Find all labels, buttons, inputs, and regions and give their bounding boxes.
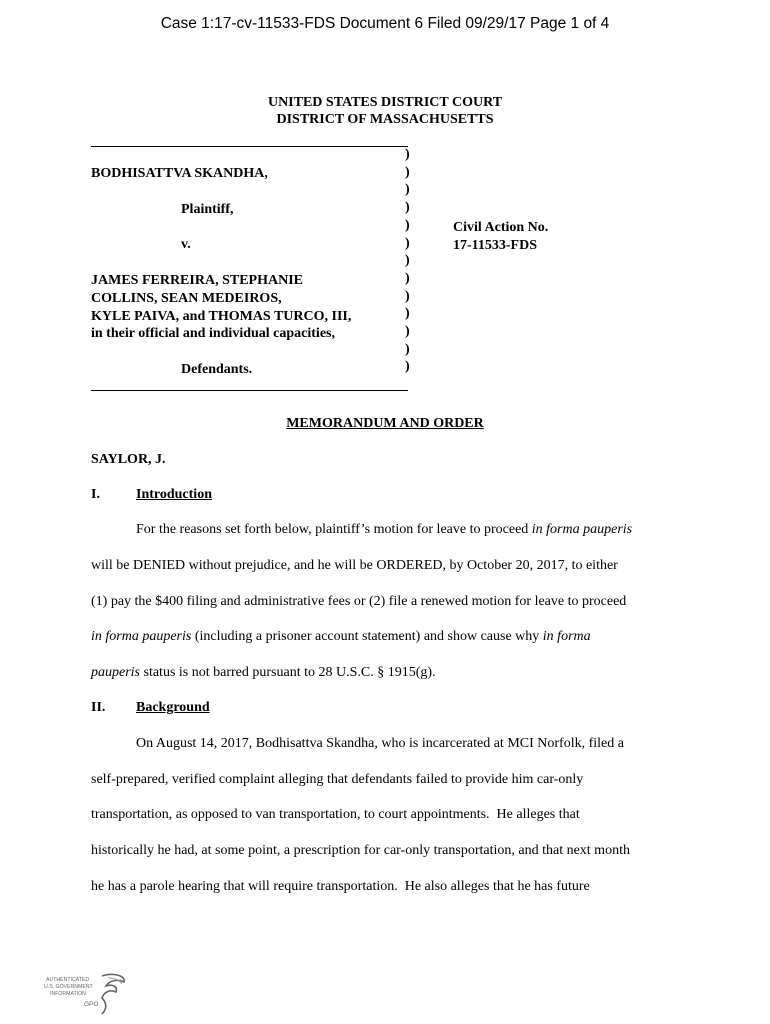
- paragraph-line: historically he had, at some point, a prescription for car-only transportation, and that next month: [91, 843, 630, 858]
- plaintiff-role: Plaintiff,: [181, 202, 234, 217]
- paragraph-line: will be DENIED without prejudice, and he will be ORDERED, by October 20, 2017, to either: [91, 558, 618, 573]
- case-number: 17-11533-FDS: [453, 237, 537, 253]
- seal-text: U.S. GOVERNMENT: [44, 984, 93, 990]
- defendants-block: [91, 272, 351, 343]
- section-number: I.: [91, 487, 100, 502]
- paragraph-line: in forma pauperis (including a prisoner account statement) and show cause why in forma: [91, 629, 591, 644]
- caption-bottom-rule: [91, 390, 408, 391]
- plaintiff-name: BODHISATTVA SKANDHA,: [91, 166, 268, 181]
- section-heading: Background: [136, 700, 210, 715]
- seal-text: INFORMATION: [50, 991, 86, 997]
- gpo-eagle-icon: [44, 972, 130, 1016]
- court-line-1: UNITED STATES DISTRICT COURT: [267, 95, 503, 110]
- court-name: [0, 94, 770, 128]
- paren-column: ) ) ) ) ) ) ) ) ) ) ) ) ): [405, 147, 410, 375]
- paragraph-line: pauperis status is not barred pursuant to 28 U.S.C. § 1915(g).: [91, 665, 436, 680]
- seal-text: AUTHENTICATED: [46, 977, 90, 983]
- seal-text: GPO: [84, 1001, 99, 1008]
- paragraph-line: self-prepared, verified complaint alleging that defendants failed to provide him car-only: [91, 772, 584, 787]
- civil-action-block: [453, 219, 548, 255]
- court-line-2: DISTRICT OF MASSACHUSETTS: [276, 112, 494, 127]
- section-number: II.: [91, 700, 106, 715]
- judge-name: SAYLOR, J.: [91, 452, 166, 467]
- caption-top-rule: [91, 146, 408, 147]
- civil-action-label: Civil Action No.: [453, 220, 549, 235]
- section-heading: Introduction: [136, 487, 212, 502]
- defendants-line: COLLINS, SEAN MEDEIROS,: [91, 290, 282, 306]
- defendants-role: Defendants.: [181, 362, 253, 377]
- paragraph-line: On August 14, 2017, Bodhisattva Skandha, who is incarcerated at MCI Norfolk, filed a: [136, 736, 624, 751]
- caption-parentheses: [405, 146, 410, 376]
- gpo-authentication-seal: [44, 972, 130, 1016]
- versus: v.: [181, 237, 191, 252]
- case-header: Case 1:17-cv-11533-FDS Document 6 Filed 09/29/17 Page 1 of 4: [160, 15, 610, 32]
- defendants-line: KYLE PAIVA, and THOMAS TURCO, III,: [91, 308, 352, 324]
- defendants-line: in their official and individual capacities,: [91, 326, 335, 342]
- paragraph-line: he has a parole hearing that will require transportation. He also alleges that he has future: [91, 879, 590, 894]
- defendants-line: JAMES FERREIRA, STEPHANIE: [91, 273, 303, 288]
- document-title: MEMORANDUM AND ORDER: [286, 416, 484, 431]
- paragraph-line: transportation, as opposed to van transportation, to court appointments. He alleges that: [91, 807, 580, 822]
- paragraph-line: For the reasons set forth below, plaintiff’s motion for leave to proceed in forma pauperis: [136, 522, 633, 537]
- paragraph-line: (1) pay the $400 filing and administrative fees or (2) file a renewed motion for leave to proceed: [91, 594, 627, 609]
